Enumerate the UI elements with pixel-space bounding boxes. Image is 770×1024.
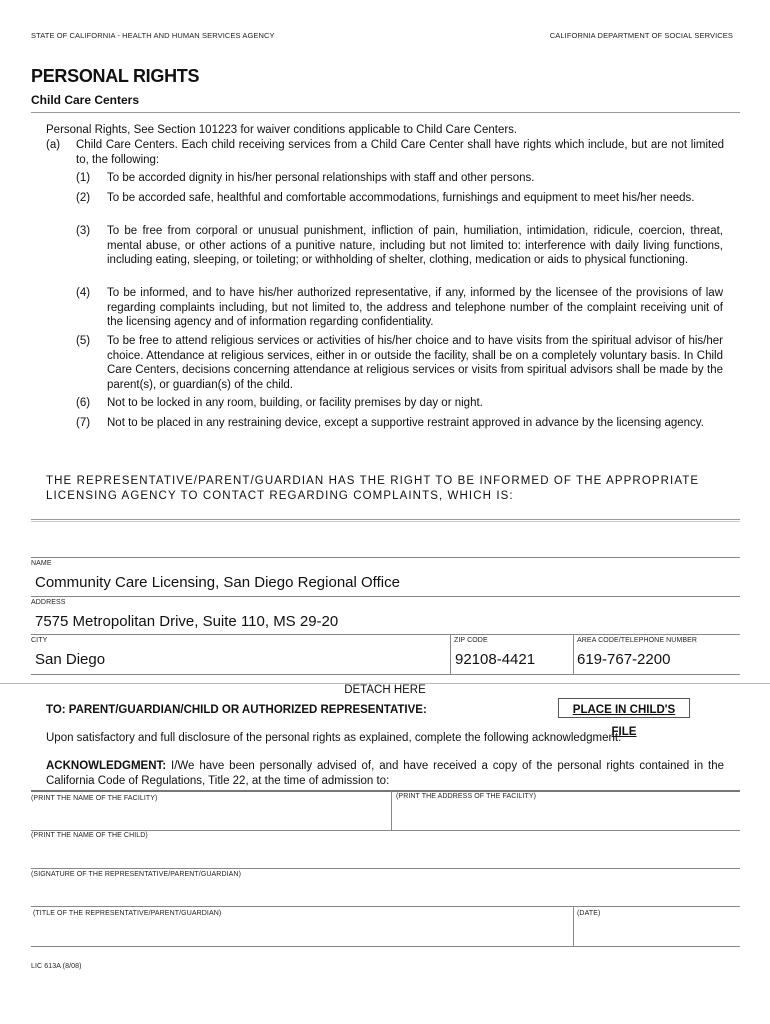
divider [573,906,574,946]
right-number: (6) [76,397,91,409]
right-item-5 [46,334,724,394]
facility-name-field[interactable] [31,799,389,829]
right-text: To be accorded dignity in his/her personal relationships with staff and other persons. [107,172,535,184]
agency-phone-value: 619-767-2200 [577,651,671,668]
acknowledgment-label: ACKNOWLEDGMENT: [46,760,167,772]
divider [31,868,740,869]
divider [31,906,740,907]
instruction-text: Upon satisfactory and full disclosure of the personal rights as explained, complete the following acknowledgment: [46,732,622,744]
right-text: To be informed, and to have his/her authorized representative, if any, informed by the licensee of the provisions of law regarding complaints including, but not limited to, the address and telephone number of the complaint receiving unit of the licensing agency and of information regarding confidentiality. [107,287,723,329]
agency-header-left: STATE OF CALIFORNIA - HEALTH AND HUMAN SERVICES AGENCY [31,31,275,40]
divider [31,790,740,792]
section-a-label: (a) [46,139,61,151]
right-number: (1) [76,172,91,184]
right-number: (5) [76,335,91,347]
zip-label: ZIP CODE [454,637,488,644]
divider [31,596,740,597]
right-number: (4) [76,287,91,299]
form-number: LIC 613A (8/08) [31,963,82,970]
child-name-label: (PRINT THE NAME OF THE CHILD) [31,832,148,839]
to-line: TO: PARENT/GUARDIAN/CHILD OR AUTHORIZED REPRESENTATIVE: [46,704,427,716]
facility-name-label: (PRINT THE NAME OF THE FACILITY) [31,795,158,802]
agency-zip-value: 92108-4421 [455,651,536,668]
child-name-field[interactable] [31,841,740,867]
right-number: (2) [76,192,91,204]
right-text: Not to be placed in any restraining device, except a supportive restraint approved in advance by the licensing agency. [107,417,704,429]
facility-address-label: (PRINT THE ADDRESS OF THE FACILITY) [396,793,537,800]
right-text: To be free from corporal or unusual punishment, infliction of pain, humiliation, intimidation, ridicule, coercion, threat, mental abuse, or other actions of a punitive nature, including but not limited to: interference with daily living functions, including eating, sleeping, or toileting; or withholding of shelter, clothing, medication or aids to physical functioning. [107,225,723,267]
section-a-text: Child Care Centers. Each child receiving services from a Child Care Center shall have rights which include, but are not limited to, the following: [76,139,724,166]
divider [450,634,451,674]
detach-label: DETACH HERE [344,684,426,696]
address-label: ADDRESS [31,599,66,606]
divider [391,791,392,830]
agency-header-right: CALIFORNIA DEPARTMENT OF SOCIAL SERVICES [549,31,733,40]
right-number: (7) [76,417,91,429]
licensing-notice: THE REPRESENTATIVE/PARENT/GUARDIAN HAS THE RIGHT TO BE INFORMED OF THE APPROPRIATE LICENSING AGENCY TO CONTACT REGARDING COMPLAINTS, WHICH IS: [46,475,700,502]
right-item-3 [46,224,724,284]
right-number: (3) [76,225,91,237]
right-item-4 [46,286,724,331]
place-in-file-box: PLACE IN CHILD'S FILE [558,698,690,718]
agency-city-value: San Diego [35,651,106,668]
representative-title-field[interactable] [31,919,571,945]
divider [31,521,740,522]
right-text: Not to be locked in any room, building, or facility premises by day or night. [107,397,483,409]
divider [31,519,740,520]
agency-address-value: 7575 Metropolitan Drive, Suite 110, MS 29-20 [35,613,339,630]
right-text: To be free to attend religious services or activities of his/her choice and to have visits from the spiritual advisor of his/her choice. Attendance at religious services, either in or outside the facility, shall be on a completely voluntary basis. In Child Care Centers, decisions concerning attendance at religious services or visits from spiritual advisors shall be made by the parent(s), or guardian(s) of the child. [107,335,723,391]
acknowledgment-text: I/We have been personally advised of, and have received a copy of the personal rights contained in the California Code of Regulations, Title 22, at the time of admission to: [46,760,724,787]
divider [31,557,740,558]
name-label: NAME [31,560,52,567]
right-item-7 [46,416,724,446]
divider [573,634,574,674]
acknowledgment-block [46,759,724,788]
signature-field[interactable] [31,880,740,906]
divider [31,946,740,947]
facility-address-field[interactable] [393,799,740,829]
title-label: (TITLE OF THE REPRESENTATIVE/PARENT/GUARDIAN) [33,910,222,917]
right-item-6 [46,396,724,411]
date-label: (DATE) [577,910,601,917]
phone-label: AREA CODE/TELEPHONE NUMBER [577,637,698,644]
subtitle-divider [31,112,740,113]
divider [31,634,740,635]
section-a [46,138,724,168]
agency-name-value: Community Care Licensing, San Diego Regional Office [35,574,400,591]
right-item-2 [46,191,724,221]
right-item-1 [46,171,724,186]
divider [31,830,740,831]
signature-label: (SIGNATURE OF THE REPRESENTATIVE/PARENT/GUARDIAN) [31,871,241,878]
page-subtitle: Child Care Centers [31,93,140,107]
divider [31,674,740,675]
date-field[interactable] [575,919,740,945]
intro-text: Personal Rights, See Section 101223 for waiver conditions applicable to Child Care Centers. [46,124,518,136]
right-text: To be accorded safe, healthful and comfortable accommodations, furnishings and equipment to meet his/her needs. [107,192,695,204]
city-label: CITY [31,637,48,644]
page-title: PERSONAL RIGHTS [31,66,200,86]
